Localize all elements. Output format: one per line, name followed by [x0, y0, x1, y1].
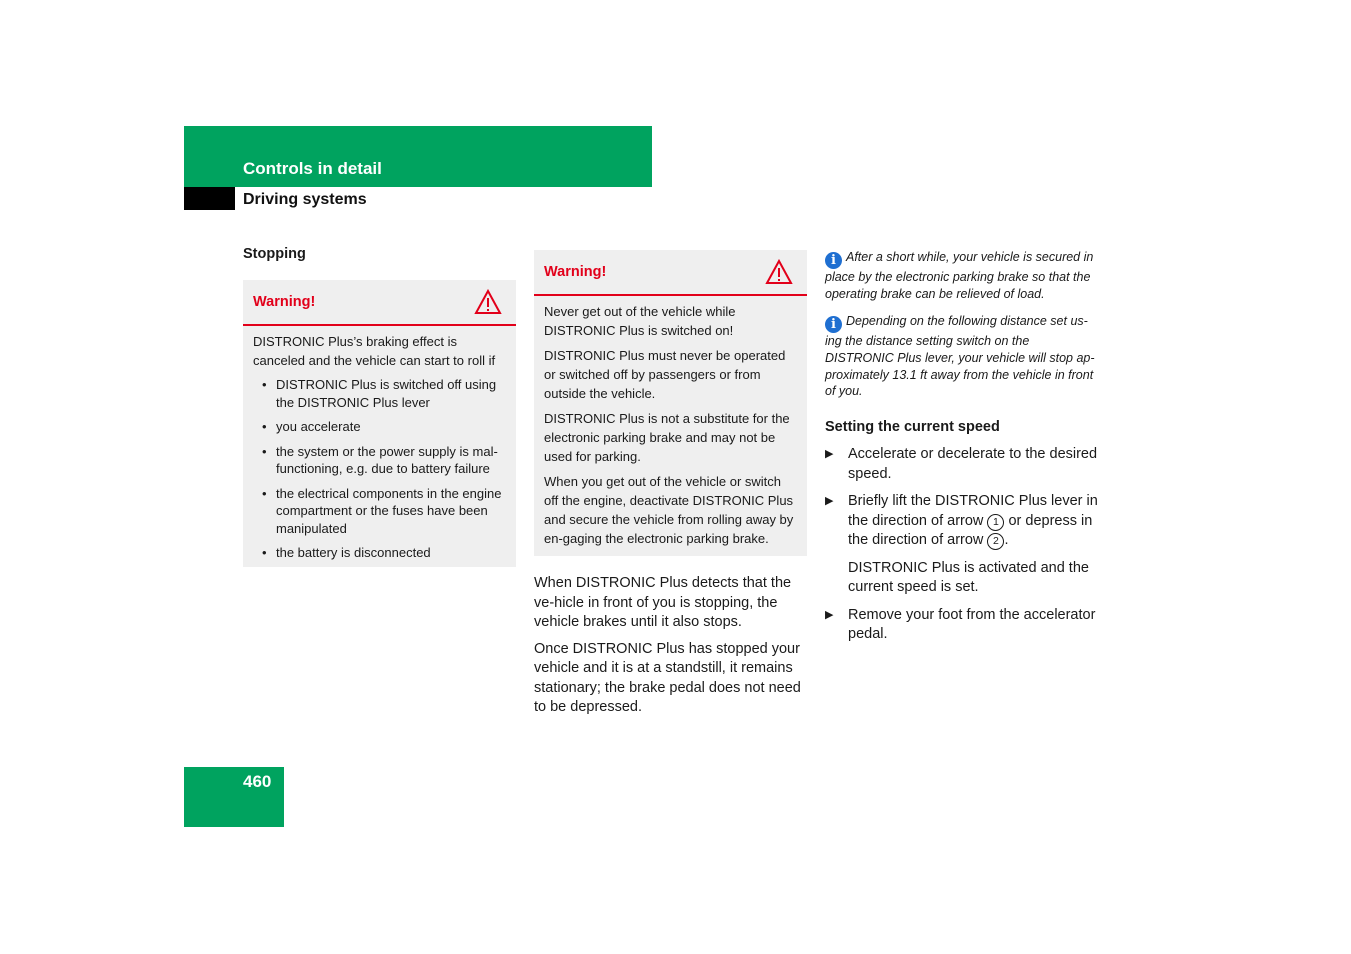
warning-label: Warning!: [253, 294, 316, 310]
warning-label: Warning!: [544, 264, 607, 280]
warning-body: [243, 326, 516, 577]
warning-triangle-icon: [474, 289, 502, 315]
warning-box-left: [243, 280, 516, 567]
step-text: or depress in the direction of arrow: [848, 512, 1093, 548]
info-note: [825, 313, 1100, 400]
info-note: [825, 249, 1100, 303]
warning-intro: DISTRONIC Plus’s braking effect is canceled and the vehicle can start to roll if: [253, 334, 496, 368]
body-paragraph: Once DISTRONIC Plus has stopped your vehicle and it is at a standstill, it remains stationary; the brake pedal does not need to be depressed.: [534, 640, 801, 715]
list-item: • the system or the power supply is mal-functioning, e.g. due to battery failure: [253, 443, 506, 478]
list-item: • DISTRONIC Plus is switched off using the DISTRONIC Plus lever: [253, 376, 506, 411]
step-text: Briefly lift the DISTRONIC Plus lever in the direction of arrow: [848, 493, 1098, 529]
arrow-2-marker: 2: [987, 533, 1004, 550]
list-item: • you accelerate: [253, 418, 506, 436]
warning-bullet-list: [253, 376, 506, 562]
setting-speed-heading: Setting the current speed: [825, 419, 1000, 435]
step-arrow-icon: ▶: [825, 448, 834, 460]
step-arrow-icon: ▶: [825, 495, 834, 507]
instruction-steps: [825, 445, 1100, 653]
warning-paragraph: When you get out of the vehicle or switch off the engine, deactivate DISTRONIC Plus and secure the vehicle from rolling away by en-gaging the electronic parking brake.: [544, 474, 794, 546]
arrow-1-marker: 1: [987, 514, 1004, 531]
step-text: .: [1004, 532, 1009, 548]
instruction-step: [825, 445, 1100, 484]
instruction-step: [825, 492, 1100, 598]
section-title: Driving systems: [243, 191, 367, 208]
step-text: Accelerate or decelerate to the desired speed.: [848, 446, 1098, 482]
warning-header: [534, 250, 807, 296]
warning-paragraph: Never get out of the vehicle while DISTRONIC Plus is switched on!: [544, 304, 736, 338]
list-item: • the battery is disconnected: [253, 544, 506, 562]
page-number: 460: [243, 772, 272, 791]
section-marker: [184, 187, 235, 210]
warning-paragraph: DISTRONIC Plus must never be operated or switched off by passengers or from outside the vehicle.: [544, 348, 786, 401]
warning-box-middle: [534, 250, 807, 556]
info-icon: i: [825, 252, 842, 269]
info-icon: i: [825, 316, 842, 333]
step-result: DISTRONIC Plus is activated and the current speed is set.: [848, 559, 1089, 595]
step-text: Remove your foot from the accelerator pedal.: [848, 606, 1096, 642]
middle-body-text: [534, 574, 809, 725]
instruction-step: [825, 606, 1100, 645]
chapter-title: Controls in detail: [243, 159, 382, 178]
warning-paragraph: DISTRONIC Plus is not a substitute for the electronic parking brake and may not be used for parking.: [544, 411, 790, 464]
stopping-heading: Stopping: [243, 246, 306, 262]
info-text: Depending on the following distance set us-ing the distance setting switch on the DISTRONIC Plus lever, your vehicle will stop ap-proximately 13.1 ft away from the vehicle in front of you.: [825, 314, 1095, 399]
warning-triangle-icon: [765, 259, 793, 285]
step-arrow-icon: ▶: [825, 608, 834, 621]
body-paragraph: When DISTRONIC Plus detects that the ve-hicle in front of you is stopping, the vehicle brakes until it also stops.: [534, 575, 792, 630]
warning-body: [534, 296, 807, 562]
info-text: After a short while, your vehicle is secured in place by the electronic parking brake so that the operating brake can be relieved of load.: [825, 250, 1094, 301]
list-item: • the electrical components in the engine compartment or the fuses have been manipulated: [253, 485, 506, 538]
warning-header: [243, 280, 516, 326]
